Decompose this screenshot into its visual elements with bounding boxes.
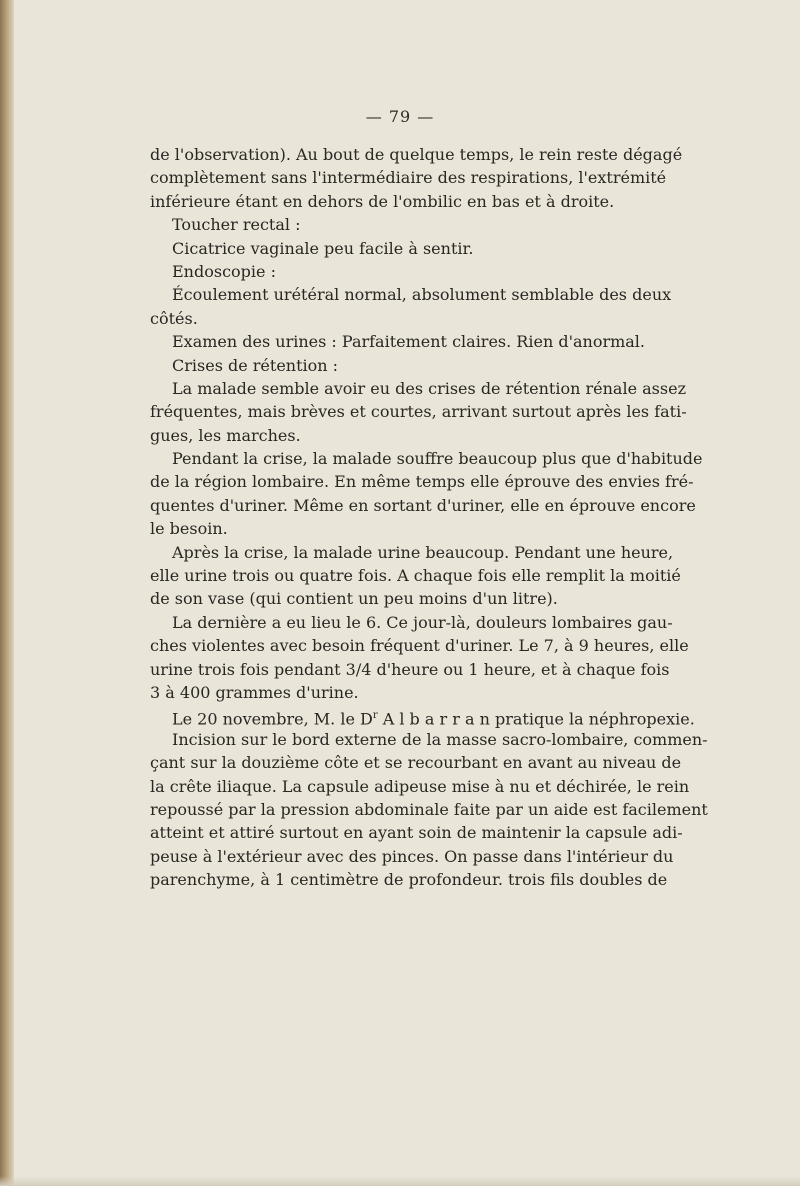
text-line: Endoscopie :: [172, 261, 276, 281]
text-line: La dernière a eu lieu le 6. Ce jour-là, douleurs lombaires gau-: [172, 612, 673, 632]
text-line: de la région lombaire. En même temps elle éprouve des envies fré-: [150, 472, 694, 492]
text-line: Écoulement urétéral normal, absolument semblable des deux: [172, 285, 672, 305]
text-line: fréquentes, mais brèves et courtes, arrivant surtout après les fati-: [150, 402, 687, 422]
text-line: côtés.: [150, 308, 198, 328]
text-line: ches violentes avec besoin fréquent d'uriner. Le 7, à 9 heures, elle: [150, 636, 689, 656]
text-line: çant sur la douzième côte et se recourbant en avant au niveau de: [150, 753, 682, 773]
text-line: de son vase (qui contient un peu moins d'un litre).: [150, 589, 558, 609]
text-line: peuse à l'extérieur avec des pinces. On passe dans l'intérieur du: [150, 846, 674, 866]
text-line: Examen des urines : Parfaitement claires. Rien d'anormal.: [172, 332, 646, 352]
text-line: Incision sur le bord externe de la masse sacro-lombaire, commen-: [172, 729, 708, 749]
page-number: — 79 —: [365, 107, 435, 126]
superscript: r: [372, 710, 378, 722]
text-line: de l'observation). Au bout de quelque temps, le rein reste dégagé: [150, 145, 683, 164]
text-line: la crête iliaque. La capsule adipeuse mise à nu et déchirée, le rein: [150, 776, 690, 796]
text-segment: Le 20 novembre, M. le D: [172, 709, 373, 729]
text-line: quentes d'uriner. Même en sortant d'uriner, elle en éprouve encore: [150, 495, 696, 515]
text-line: [150, 704, 695, 729]
text-line: Cicatrice vaginale peu facile à sentir.: [172, 238, 474, 258]
text-line: Toucher rectal :: [172, 215, 301, 235]
text-line: Après la crise, la malade urine beaucoup. Pendant une heure,: [172, 542, 674, 562]
text-line: parenchyme, à 1 centimètre de profondeur. trois fils doubles de: [150, 870, 668, 890]
text-line: gues, les marches.: [150, 425, 301, 445]
text-line: La malade semble avoir eu des crises de rétention rénale assez: [172, 378, 686, 398]
text-line: Crises de rétention :: [172, 355, 339, 375]
text-segment: A l b a r r a n pratique la néphropexie.: [377, 709, 695, 729]
text-line: 3 à 400 grammes d'urine.: [150, 682, 359, 702]
text-line: repoussé par la pression abdominale faite par un aide est facilement: [150, 799, 708, 819]
text-line: atteint et attiré surtout en ayant soin de maintenir la capsule adi-: [150, 823, 683, 843]
text-line: urine trois fois pendant 3/4 d'heure ou 1 heure, et à chaque fois: [150, 659, 670, 679]
page-bottom-edge: [0, 1176, 800, 1186]
text-line: inférieure étant en dehors de l'ombilic en bas et à droite.: [150, 191, 615, 211]
text-line: Pendant la crise, la malade souffre beaucoup plus que d'habitude: [172, 449, 703, 469]
text-line: elle urine trois ou quatre fois. A chaque fois elle remplit la moitié: [150, 566, 681, 586]
body-text: [150, 143, 708, 892]
page-binding-edge: [0, 0, 14, 1186]
text-line: complètement sans l'intermédiaire des respirations, l'extrémité: [150, 168, 667, 188]
text-line: le besoin.: [150, 519, 228, 539]
